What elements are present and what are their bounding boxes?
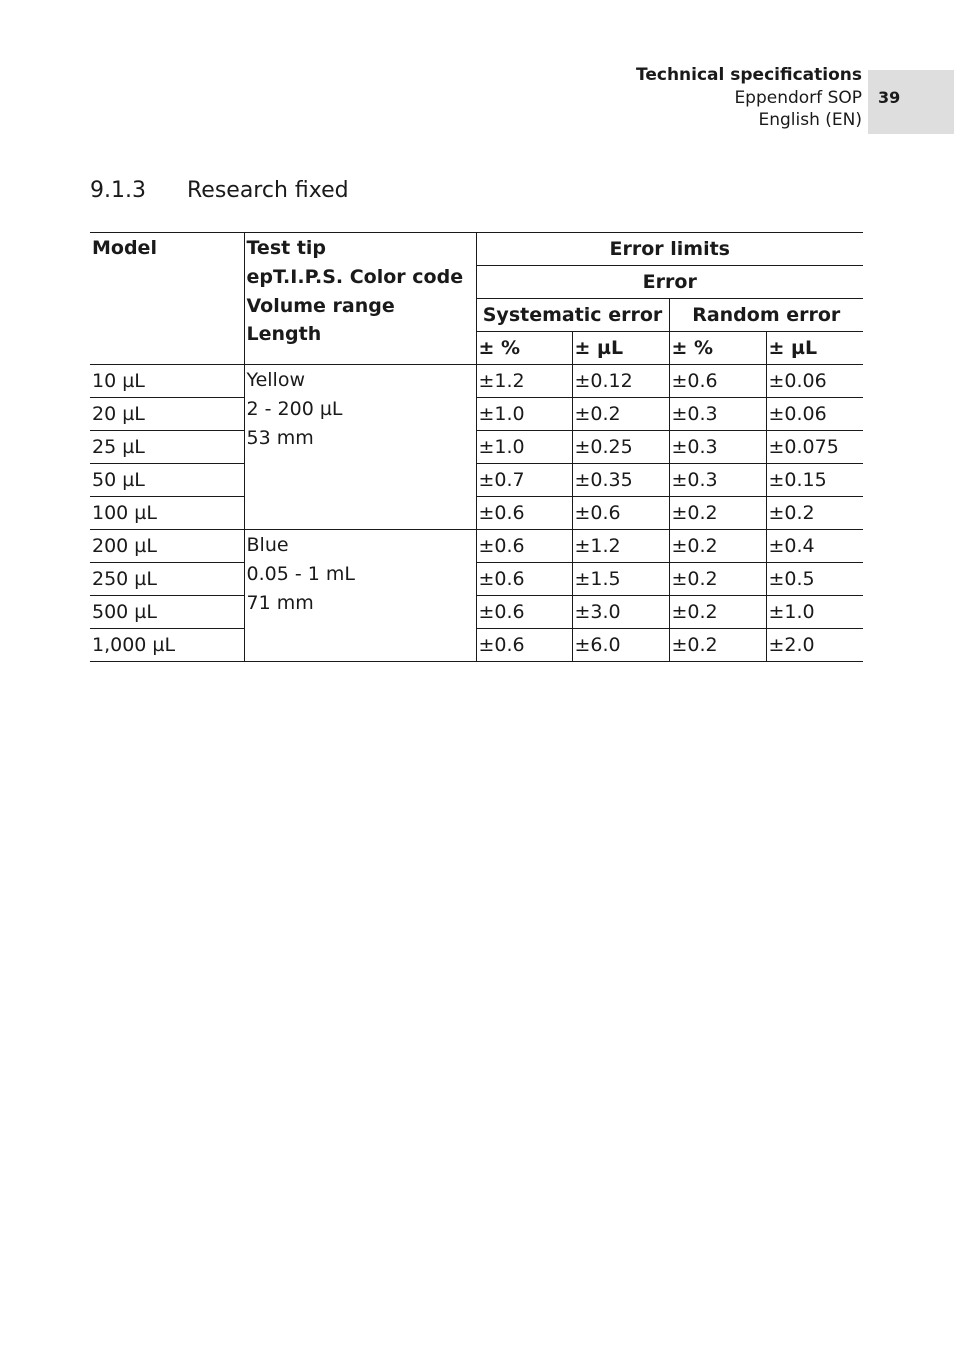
header-title: Technical specifications xyxy=(636,65,862,85)
length-header-line: Length xyxy=(246,323,322,346)
random-microliter-cell: ±0.06 xyxy=(766,365,863,398)
tip-color: Blue xyxy=(246,534,289,556)
model-cell: 1,000 µL xyxy=(90,629,244,662)
test-tip-header xyxy=(244,233,476,365)
systematic-microliter-cell: ±1.5 xyxy=(572,563,669,596)
section-number: 9.1.3 xyxy=(90,178,146,203)
test-tip-cell xyxy=(244,365,476,530)
random-microliter-cell: ±0.06 xyxy=(766,398,863,431)
model-header xyxy=(90,233,244,365)
table-row xyxy=(90,464,863,497)
random-percent-cell: ±0.2 xyxy=(669,497,766,530)
random-percent-cell: ±0.3 xyxy=(669,398,766,431)
random-percent-cell: ±0.3 xyxy=(669,431,766,464)
random-microliter-cell: ±0.15 xyxy=(766,464,863,497)
systematic-percent-cell: ±0.7 xyxy=(476,464,572,497)
table-row xyxy=(90,596,863,629)
systematic-microliter-cell: ±0.35 xyxy=(572,464,669,497)
systematic-percent-cell: ±0.6 xyxy=(476,563,572,596)
systematic-microliter-cell: ±0.2 xyxy=(572,398,669,431)
random-microliter-cell: ±1.0 xyxy=(766,596,863,629)
model-cell: 250 µL xyxy=(90,563,244,596)
random-microliter-header: ± µL xyxy=(766,332,863,365)
systematic-error-header: Systematic error xyxy=(476,299,669,332)
error-limits-table xyxy=(90,232,863,662)
section-title: Research fixed xyxy=(187,178,349,203)
table-row xyxy=(90,629,863,662)
table-row xyxy=(90,563,863,596)
error-limits-header: Error limits xyxy=(476,233,863,266)
systematic-microliter-cell: ±3.0 xyxy=(572,596,669,629)
systematic-microliter-header: ± µL xyxy=(572,332,669,365)
systematic-percent-cell: ±0.6 xyxy=(476,629,572,662)
random-percent-cell: ±0.3 xyxy=(669,464,766,497)
header-row xyxy=(90,233,863,266)
systematic-percent-cell: ±1.0 xyxy=(476,431,572,464)
section-heading xyxy=(90,178,349,203)
table-row xyxy=(90,530,863,563)
table-row xyxy=(90,497,863,530)
tip-color: Yellow xyxy=(246,369,305,391)
model-cell: 25 µL xyxy=(90,431,244,464)
table-row xyxy=(90,398,863,431)
model-cell: 10 µL xyxy=(90,365,244,398)
model-cell: 50 µL xyxy=(90,464,244,497)
header-language: English (EN) xyxy=(758,110,862,130)
model-cell: 500 µL xyxy=(90,596,244,629)
systematic-percent-cell: ±0.6 xyxy=(476,596,572,629)
random-error-header: Random error xyxy=(669,299,863,332)
volume-range-header-line: Volume range xyxy=(246,294,395,317)
random-microliter-cell: ±0.5 xyxy=(766,563,863,596)
model-cell: 200 µL xyxy=(90,530,244,563)
page-number-tab xyxy=(868,70,954,134)
table-row xyxy=(90,365,863,398)
test-tip-header-line: Test tip xyxy=(246,237,327,259)
model-header-label: Model xyxy=(92,237,157,259)
random-microliter-cell: ±0.4 xyxy=(766,530,863,563)
systematic-percent-cell: ±1.2 xyxy=(476,365,572,398)
systematic-percent-header: ± % xyxy=(476,332,572,365)
systematic-percent-cell: ±0.6 xyxy=(476,530,572,563)
page-number: 39 xyxy=(878,88,901,107)
test-tip-cell xyxy=(244,530,476,662)
random-percent-cell: ±0.2 xyxy=(669,530,766,563)
systematic-microliter-cell: ±0.25 xyxy=(572,431,669,464)
systematic-percent-cell: ±0.6 xyxy=(476,497,572,530)
random-percent-cell: ±0.2 xyxy=(669,596,766,629)
systematic-microliter-cell: ±0.6 xyxy=(572,497,669,530)
tip-length: 53 mm xyxy=(246,426,314,449)
model-cell: 20 µL xyxy=(90,398,244,431)
random-percent-cell: ±0.6 xyxy=(669,365,766,398)
systematic-microliter-cell: ±0.12 xyxy=(572,365,669,398)
random-percent-cell: ±0.2 xyxy=(669,563,766,596)
random-microliter-cell: ±0.075 xyxy=(766,431,863,464)
tip-volume-range: 2 - 200 µL xyxy=(246,397,343,420)
model-cell: 100 µL xyxy=(90,497,244,530)
random-microliter-cell: ±2.0 xyxy=(766,629,863,662)
error-header: Error xyxy=(476,266,863,299)
random-microliter-cell: ±0.2 xyxy=(766,497,863,530)
random-percent-header: ± % xyxy=(669,332,766,365)
systematic-microliter-cell: ±1.2 xyxy=(572,530,669,563)
running-header xyxy=(636,64,862,132)
header-document: Eppendorf SOP xyxy=(734,87,862,108)
table-row xyxy=(90,431,863,464)
systematic-microliter-cell: ±6.0 xyxy=(572,629,669,662)
color-code-header-line: epT.I.P.S. Color code xyxy=(246,265,464,288)
random-percent-cell: ±0.2 xyxy=(669,629,766,662)
tip-volume-range: 0.05 - 1 mL xyxy=(246,562,355,585)
systematic-percent-cell: ±1.0 xyxy=(476,398,572,431)
tip-length: 71 mm xyxy=(246,591,314,614)
